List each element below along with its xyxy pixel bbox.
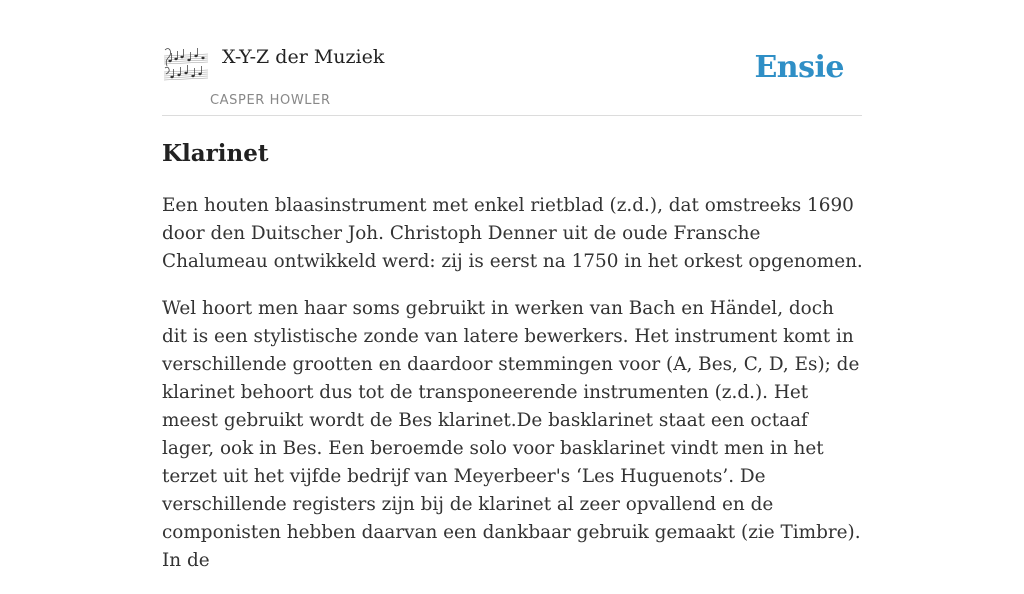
entry-body xyxy=(162,192,864,594)
header xyxy=(162,0,862,116)
paragraph: Wel hoort men haar soms gebruikt in werken van Bach en Händel, doch dit is een stylistische zonde van latere bewerkers. Het instrument komt in verschillende grootten en daardoor stemmingen voor (A, Bes, C, D, Es); de klarinet behoort dus tot de transponeerende instrumenten (z.d.). Het meest gebruikt wordt de Bes klarinet.De basklarinet staat een octaaf lager, ook in Bes. Een beroemde solo voor basklarinet vindt men in het terzet uit het vijfde bedrijf van Meyerbeer's ‘Les Huguenots’. De verschillende registers zijn bij de klarinet al zeer opvallend en de componisten hebben daarvan een dankbaar gebruik gemaakt (zie Timbre). In de xyxy=(162,298,861,571)
brand-logo[interactable]: Ensie xyxy=(754,50,844,85)
author-name[interactable]: CASPER HOWLER xyxy=(210,93,331,108)
sheet-music-cover-icon[interactable] xyxy=(162,44,210,90)
entry-title: Klarinet xyxy=(162,140,269,167)
book-title[interactable]: X-Y-Z der Muziek xyxy=(222,46,385,68)
paragraph: Een houten blaasinstrument met enkel rietblad (z.d.), dat omstreeks 1690 door den Duitscher Joh. Christoph Denner uit de oude Fransche Chalumeau ontwikkeld werd: zij is eerst na 1750 in het orkest opgenomen. xyxy=(162,195,863,272)
